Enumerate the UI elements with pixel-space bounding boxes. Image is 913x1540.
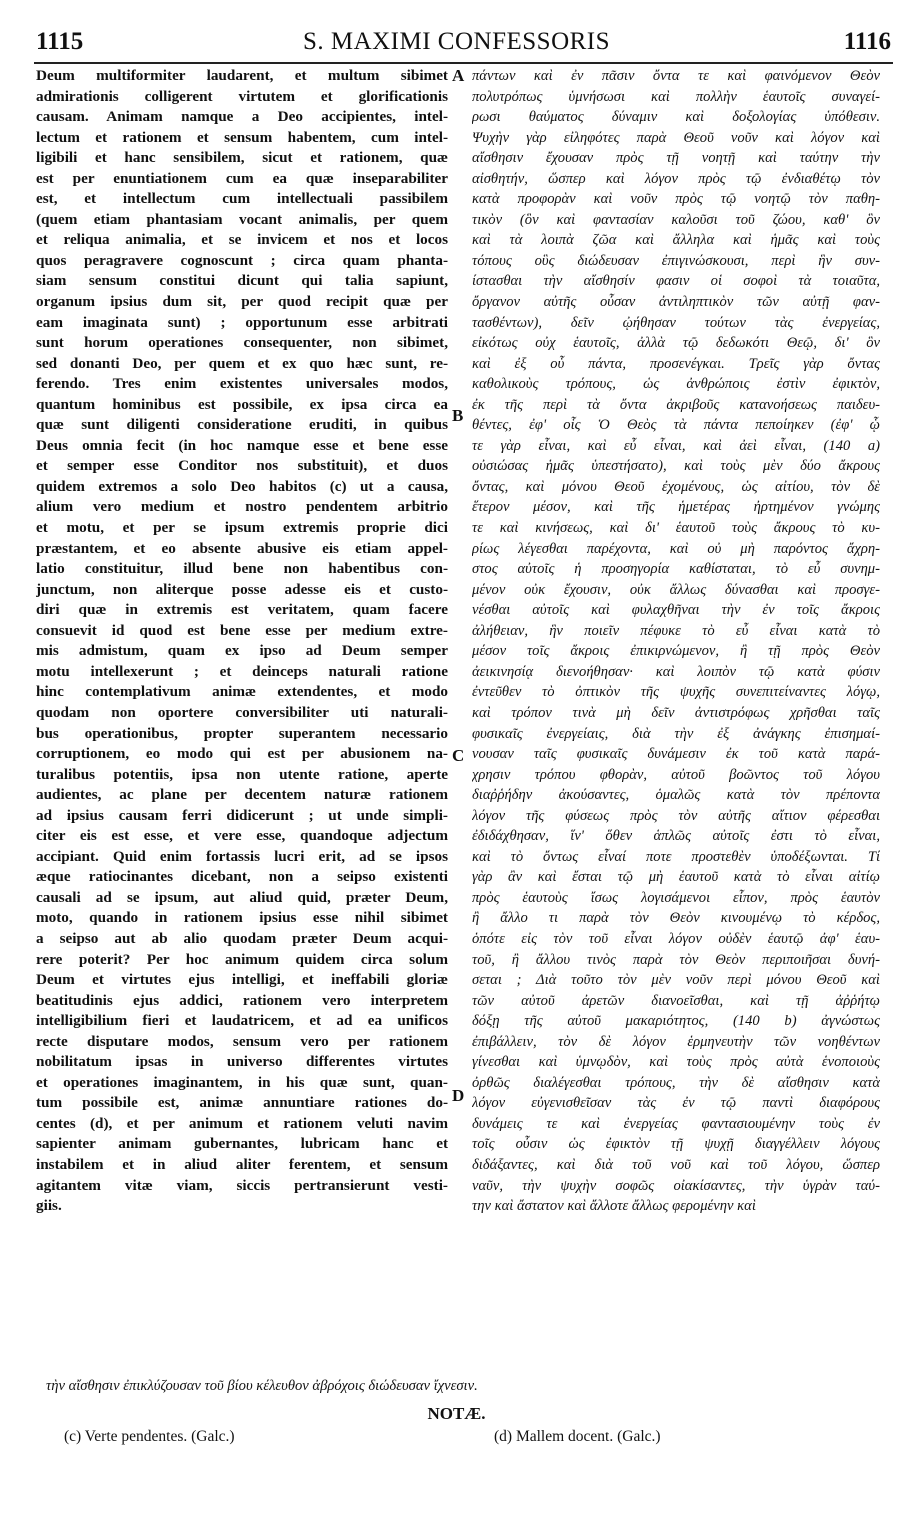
latin-text-line: æque ratiocinantes dicebant, non a seipso existenti	[36, 868, 448, 886]
greek-text-line: ἢ ἄλλο τι παρὰ τὸν Θεὸν κινουμένῳ τὸ κέρδος,	[472, 910, 880, 927]
header-rule	[34, 62, 893, 64]
latin-text-line: moto, quando in rationem ipsius esse nihil sibimet	[36, 909, 448, 927]
latin-text-line: motu intellexerunt ; et deinceps naturali ratione	[36, 662, 448, 680]
latin-text-line: bus operationibus, propter superantem necessario	[36, 724, 448, 742]
latin-text-line: et motu, et per se ipsum extremis proprie dici	[36, 519, 448, 537]
greek-text-line: αἰσθητήν, ὥσπερ καὶ λόγον πρὸς τῷ ἐνδιαθέτῳ τὸν	[472, 170, 880, 187]
latin-text-line: quos peragravere cognoscunt ; circa quam phanta-	[36, 251, 448, 269]
greek-text-line: ἐντεῦθεν τὸ ὀπτικὸν τῆς ψυχῆς συνεπιτείναντες λόγῳ,	[472, 684, 880, 701]
greek-text-line: ὄργανον αὐτῆς οὖσαν ἀντιληπτικὸν τῶν αὐτῇ φαν-	[472, 294, 880, 311]
greek-text-line: τῶν αὐτοῦ ἀρετῶν διανοεῖσθαι, καὶ τῇ ἀῤῥήτῳ	[472, 992, 880, 1009]
greek-text-line: πάντων καὶ ἐν πᾶσιν ὄντα τε καὶ φαινόμενον Θεὸν	[472, 68, 880, 84]
greek-text-line: ὄντας, καὶ μόνου Θεοῦ ἐχομένους, ὡς αἰτίου, τὸν δὲ	[472, 478, 880, 495]
greek-text-line: διαῤῥήδην ἀκούσαντες, ὁμαλῶς κατὰ τὸν πρέποντα	[472, 787, 880, 804]
latin-text-line: mis admistum, quam ex ipso ad Deum semper	[36, 642, 448, 660]
section-marker-b: B	[452, 406, 464, 425]
latin-text-line: rere poterit? Per hoc animum quidem circa solum	[36, 950, 448, 968]
latin-text-line: eam imaginata sunt) ; opportunum esse arbitrati	[36, 313, 448, 331]
greek-text-line: τοῖς οὖσιν ὡς ἐφικτὸν τῇ ψυχῇ διαγγέλλειν λόγους	[472, 1136, 880, 1153]
latin-text-line: intelligibilium fieri et laudatricem, et ad ea unificos	[36, 1012, 448, 1030]
latin-text-line: centes (d), et per animum et rationem veluti navim	[36, 1114, 448, 1132]
greek-text-line: οὐσιώσας ἡμᾶς ὑπεστήσατο), καὶ τοὺς μὲν δύο ἄκρους	[472, 458, 880, 475]
page-number-right: 1116	[843, 28, 891, 55]
greek-text-line: λόγον τῆς φύσεως πρὸς τὸν αὐτῆς αἴτιον φέρεσθαι	[472, 807, 880, 824]
greek-text-line: αἴσθησιν ἔχουσαν πρὸς τῇ νοητῇ καὶ ταύτην τὴν	[472, 150, 880, 167]
greek-text-line: τοῦ, ἢ ἄλλου τινὸς παρὰ τὸν Θεὸν περιποιῆσαι δυνή-	[472, 951, 880, 968]
latin-text-line: latio constituitur, illud bene non habentibus con-	[36, 560, 448, 578]
latin-text-line: quodam non oportere conversibiliter uti naturali-	[36, 703, 448, 721]
greek-text-line: θέντες, ἐφ' οἷς Ὁ Θεὸς τὰ πάντα πεποίηκεν (ἐφ' ᾧ	[472, 417, 880, 434]
greek-text-line: ὁπότε εἰς τὸν τοῦ εἶναι λόγον οὐδὲν ἑαυτῷ ἀφ' ἑαυ-	[472, 930, 880, 947]
greek-text-line: καὶ τρόπον τινὰ μὴ δεῖν ἀντιστρόφως χρῆσθαι ταῖς	[472, 704, 880, 721]
latin-text-line: quantum hominibus est possibile, ex ipsa circa ea	[36, 395, 448, 413]
latin-text-line: beatitudinis ejus addici, rationem vero interpretem	[36, 991, 448, 1009]
latin-text-line: citer eis est esse, et vere esse, quandoque adjectum	[36, 827, 448, 845]
latin-text-line: junctum, non aliterque posse adesse eis et custo-	[36, 580, 448, 598]
latin-text-line: ligibili et hanc sensibilem, sicut et rationem, quæ	[36, 149, 448, 167]
latin-text-line: ad ipsius causam ferri didicerunt ; ut unde simpli-	[36, 806, 448, 824]
latin-text-line: quæ sunt diligenti consideratione eruditi, in quibus	[36, 416, 448, 434]
latin-text-line: est, et intellectum cum intellectuali passibilem	[36, 190, 448, 208]
latin-text-line: alium vero medium et nostro pendentem arbitrio	[36, 498, 448, 516]
latin-text-line: diri quæ in extremis est veritatem, quam facere	[36, 601, 448, 619]
greek-text-line: γὰρ ἂν καὶ ἔσται τῷ μὴ ἑαυτοῦ κατὰ τὸ εἶναι αἰτίῳ	[472, 869, 880, 886]
latin-text-line: accipiant. Quid enim fortassis lucri erit, ad se ipsos	[36, 847, 448, 865]
latin-text-line: lectum et rationem et sensum habentem, cum intel-	[36, 128, 448, 146]
latin-text-line: (quem etiam phantasiam vocant animalis, per quem	[36, 210, 448, 228]
greek-final-line: τὴν αἴσθησιν ἐπικλύζουσαν τοῦ βίου κέλευθον ἀβρόχοις διώδευσαν ἴχνεσιν.	[46, 1378, 478, 1394]
greek-text-line: τόπους οὓς διώδευσαν ἐπιγινώσκουσι, περὶ ἣν συν-	[472, 252, 880, 269]
latin-text-line: consuevit id quod est bene esse per medium extre-	[36, 621, 448, 639]
latin-text-line: turalibus potentiis, ipsa non utente ratione, aperte	[36, 765, 448, 783]
latin-text-line: Deum multiformiter laudarent, et multum sibimet	[36, 67, 448, 84]
greek-text-line: φυσικαῖς ἐνεργείαις, διὰ τὴν ἐξ ἀνάγκης ἐπισημαί-	[472, 725, 880, 742]
greek-text-line: διδάξαντες, καὶ διὰ τοῦ νοῦ καὶ τοῦ λόγου, ὥσπερ	[472, 1156, 880, 1173]
greek-text-line: μέσον τοῖς ἄκροις ἐπικιρνώμενον, ἢ τῇ πρὸς Θεὸν	[472, 643, 880, 660]
running-title: S. MAXIMI CONFESSORIS	[302, 28, 611, 55]
greek-text-line: τε γὰρ εἶναι, καὶ εὖ εἶναι, καὶ ἀεὶ εἶναι, (140 a)	[472, 437, 880, 454]
greek-text-line: τικὸν (ὃν καὶ φαντασίαν καλοῦσι τοῦ ζώου, καθ' ὃν	[472, 211, 880, 228]
greek-text-line: ἐδιδάχθησαν, ἵν' ὅθεν ἁπλῶς αὐτοῖς ἐστι τὸ εἶναι,	[472, 828, 880, 845]
greek-text-line: γίνεσθαι καὶ ὑμνῳδὸν, καὶ τοὺς πρὸς αὐτὰ ἑνοποιοὺς	[472, 1054, 880, 1071]
latin-text-line: et reliqua animalia, et se invicem et nos et locos	[36, 231, 448, 249]
greek-text-line: καὶ ἐξ οὗ πάντα, προσενέγκαι. Τρεῖς γὰρ ὄντας	[472, 355, 880, 372]
latin-text-line: præstantem, et eo absente abusive eis etiam appel-	[36, 539, 448, 557]
greek-text-line: σεται ; Διὰ τοῦτο τὸν μὲν νοῦν περὶ μόνου Θεοῦ καὶ	[472, 972, 880, 989]
greek-text-line: Ψυχὴν γὰρ εἰληφότες παρὰ Θεοῦ νοῦν καὶ λόγον καὶ	[472, 129, 880, 146]
latin-text-line: recte disputare modos, sensum vero per rationem	[36, 1032, 448, 1050]
latin-text-line: a seipso aut ab alio quodam præter Deum acqui-	[36, 929, 448, 947]
greek-text-line: λόγον εὐγενισθεῖσαν τὰς ἐν τῷ παντὶ διαφόρους	[472, 1095, 880, 1112]
greek-text-line: μένον οὐκ ἔχουσιν, οὐκ ἄλλως δύνασθαι καὶ προσγε-	[472, 581, 880, 598]
latin-text-line: et operationes imaginantem, in his quæ sunt, quan-	[36, 1073, 448, 1091]
greek-text-line: ἕτερον μέσον, καὶ τῆς ἡμετέρας ἠρτημένον γνώμης	[472, 499, 880, 516]
greek-text-line: ἐπιβάλλειν, τὸν δὲ λόγον ἑρμηνευτὴν τῶν νοηθέντων	[472, 1033, 880, 1050]
latin-text-line: sunt horum operationes consequenter, non sibimet,	[36, 334, 448, 352]
latin-text-line: quidem extremos a solo Deo habitos (c) ut a causa,	[36, 477, 448, 495]
section-marker-a: A	[452, 66, 465, 85]
greek-text-line: ναῦν, τὴν ψυχὴν σοφῶς οἰακίσαντες, τὴν ὑγρὰν ταύ-	[472, 1177, 880, 1194]
latin-text-line: sed donanti Deo, per quem et ex quo hæc sunt, re-	[36, 354, 448, 372]
page-number-left: 1115	[36, 28, 84, 55]
latin-text-line: audientes, ac plane per decentem naturæ rationem	[36, 786, 448, 804]
greek-text-line: χρησιν τρόπου φθορὰν, αὐτοῦ βοῶντος τοῦ λόγου	[472, 766, 880, 783]
latin-text-line: Deum et virtutes ejus intelligi, et ineffabili gloriæ	[36, 971, 448, 989]
latin-text-line: tum possibile est, animæ annuntiare rationes do-	[36, 1094, 448, 1112]
greek-text-line: ἐκ τῆς περὶ τὰ ὄντα ἀκριβοῦς κατανοήσεως παιδευ-	[472, 396, 880, 413]
greek-text-line: πολυτρόπως ὑμνήσωσι καὶ πολλὴν ἑαυτοῖς συναγεί-	[472, 88, 880, 105]
greek-text-line: δυνάμεις τε καὶ ἐνεργείας φαντασιουμένην τοὺς ἐν	[472, 1115, 880, 1132]
latin-text-line: siam sensum constitui dicunt qui talia sapiunt,	[36, 272, 448, 290]
greek-text-line: ἀεικινησίᾳ διενοήθησαν· καὶ λοιπὸν τῷ κατὰ φύσιν	[472, 663, 880, 680]
greek-text-line: καὶ τὰ λοιπὰ ζῶα καὶ ἄλληλα καὶ ἡμᾶς καὶ τοὺς	[472, 232, 880, 249]
greek-column	[472, 66, 880, 1217]
latin-text-line: causali ad se ipsum, aut aliud quid, præter Deum,	[36, 888, 448, 906]
latin-text-line: organum ipsius dum sit, per quod recipit quæ per	[36, 293, 448, 311]
latin-text-line: instabilem et in aliud aliter ferentem, et sensum	[36, 1155, 448, 1173]
greek-text-line: ἀλήθειαν, ἣν ποιεῖν πέφυκε τὸ εὖ εἶναι κατὰ τὸ	[472, 622, 880, 639]
latin-text-line: sapienter animam gubernantes, lubricam hanc et	[36, 1135, 448, 1153]
footnote-d: (d) Mallem docent. (Galc.)	[494, 1428, 661, 1445]
section-marker-d: D	[452, 1086, 465, 1105]
greek-text-line: νέσθαι αὐτοῖς καὶ φυλαχθῆναι τὴν ἐν τοῖς ἄκροις	[472, 602, 880, 619]
footnote-c: (c) Verte pendentes. (Galc.)	[64, 1428, 235, 1445]
greek-text-line: κατὰ προφορὰν καὶ νοῦν πρὸς τῷ νοητῷ τὸν παθη-	[472, 191, 880, 208]
latin-text-line: est per enuntiationem cum ea quæ inseparabiliter	[36, 169, 448, 187]
greek-text-line: ρίως λέγεσθαι παρέχοντα, καὶ οὐ μὴ παρόντος ἄχρη-	[472, 540, 880, 557]
greek-text-line: τε καὶ κινήσεως, καὶ δι' ἑαυτοῦ τοὺς ἄκρους τὸ κυ-	[472, 520, 880, 537]
latin-text-line: admirationis colligerent virtutem et glorificationis	[36, 87, 448, 105]
greek-text-line: νουσαν ταῖς φυσικαῖς δυνάμεσιν ἐκ τοῦ κατὰ παρά-	[472, 746, 880, 763]
greek-text-line: τασθέντων), δεῖν ᾠήθησαν τούτων τὰς ἐνεργείας,	[472, 314, 880, 331]
latin-text-line: nobilitatum ipsas in universo differentes virtutes	[36, 1053, 448, 1071]
page-header	[0, 28, 913, 64]
latin-text-line: Deus omnia fecit (in hoc namque esse et bene esse	[36, 436, 448, 454]
section-marker-c: C	[452, 746, 465, 765]
greek-text-line: την καὶ ἄστατον καὶ ἄλλοτε ἄλλως φερομένην καὶ	[472, 1198, 756, 1215]
latin-column	[36, 66, 448, 1217]
latin-text-line: giis.	[36, 1197, 62, 1215]
greek-text-line: ὀρθῶς διαλέγεσθαι τρόπους, τὴν δὲ αἴσθησιν κατὰ	[472, 1074, 880, 1091]
greek-text-line: δόξῃ τῆς αὐτοῦ μακαριότητος, (140 b) ἀγνώστως	[472, 1013, 880, 1030]
latin-text-line: et semper esse Conditor nos substituit), et duos	[36, 457, 448, 475]
greek-text-line: πρὸς ἑαυτοὺς ἴσως λογισάμενοι εἶπον, πρὸς ἑαυτὸν	[472, 889, 880, 906]
greek-text-line: καὶ τὸ ὄντως εἶναί ποτε προστεθὲν ὑποδέξωνται. Τί	[472, 848, 880, 865]
greek-text-line: καθολικοὺς τρόπους, ὡς ἀνθρώποις ἐστὶν ἐφικτὸν,	[472, 376, 880, 393]
latin-text-line: corruptionem, eo modo qui est per abusionem na-	[36, 745, 448, 763]
latin-text-line: agitantem vitæ viam, siccis pertransierunt vesti-	[36, 1176, 448, 1194]
greek-text-line: εἰκότως οὐχ ἑαυτοῖς, ἀλλὰ τῷ δεδωκότι Θεῷ, δι' ὃν	[472, 335, 880, 352]
latin-text-line: causam. Animam namque a Deo accipientes, intel-	[36, 108, 448, 126]
latin-text-line: ferendo. Tres enim existentes universales modos,	[36, 375, 448, 393]
greek-text-line: ίστασθαι τὴν αἴσθησίν φασιν οἱ σοφοὶ τὰ τοιαῦτα,	[472, 273, 880, 290]
latin-text-line: hinc contemplativum animæ extendentes, et modo	[36, 683, 448, 701]
greek-text-line: στος αὐτοῖς ἡ προσηγορία καθίσταται, τὸ εὖ συνημ-	[472, 561, 880, 578]
notes-heading: NOTÆ.	[427, 1404, 486, 1423]
greek-text-line: ρωσι θαύματος δύναμιν καὶ δοξολογίας ὑπόθεσιν.	[472, 109, 880, 126]
